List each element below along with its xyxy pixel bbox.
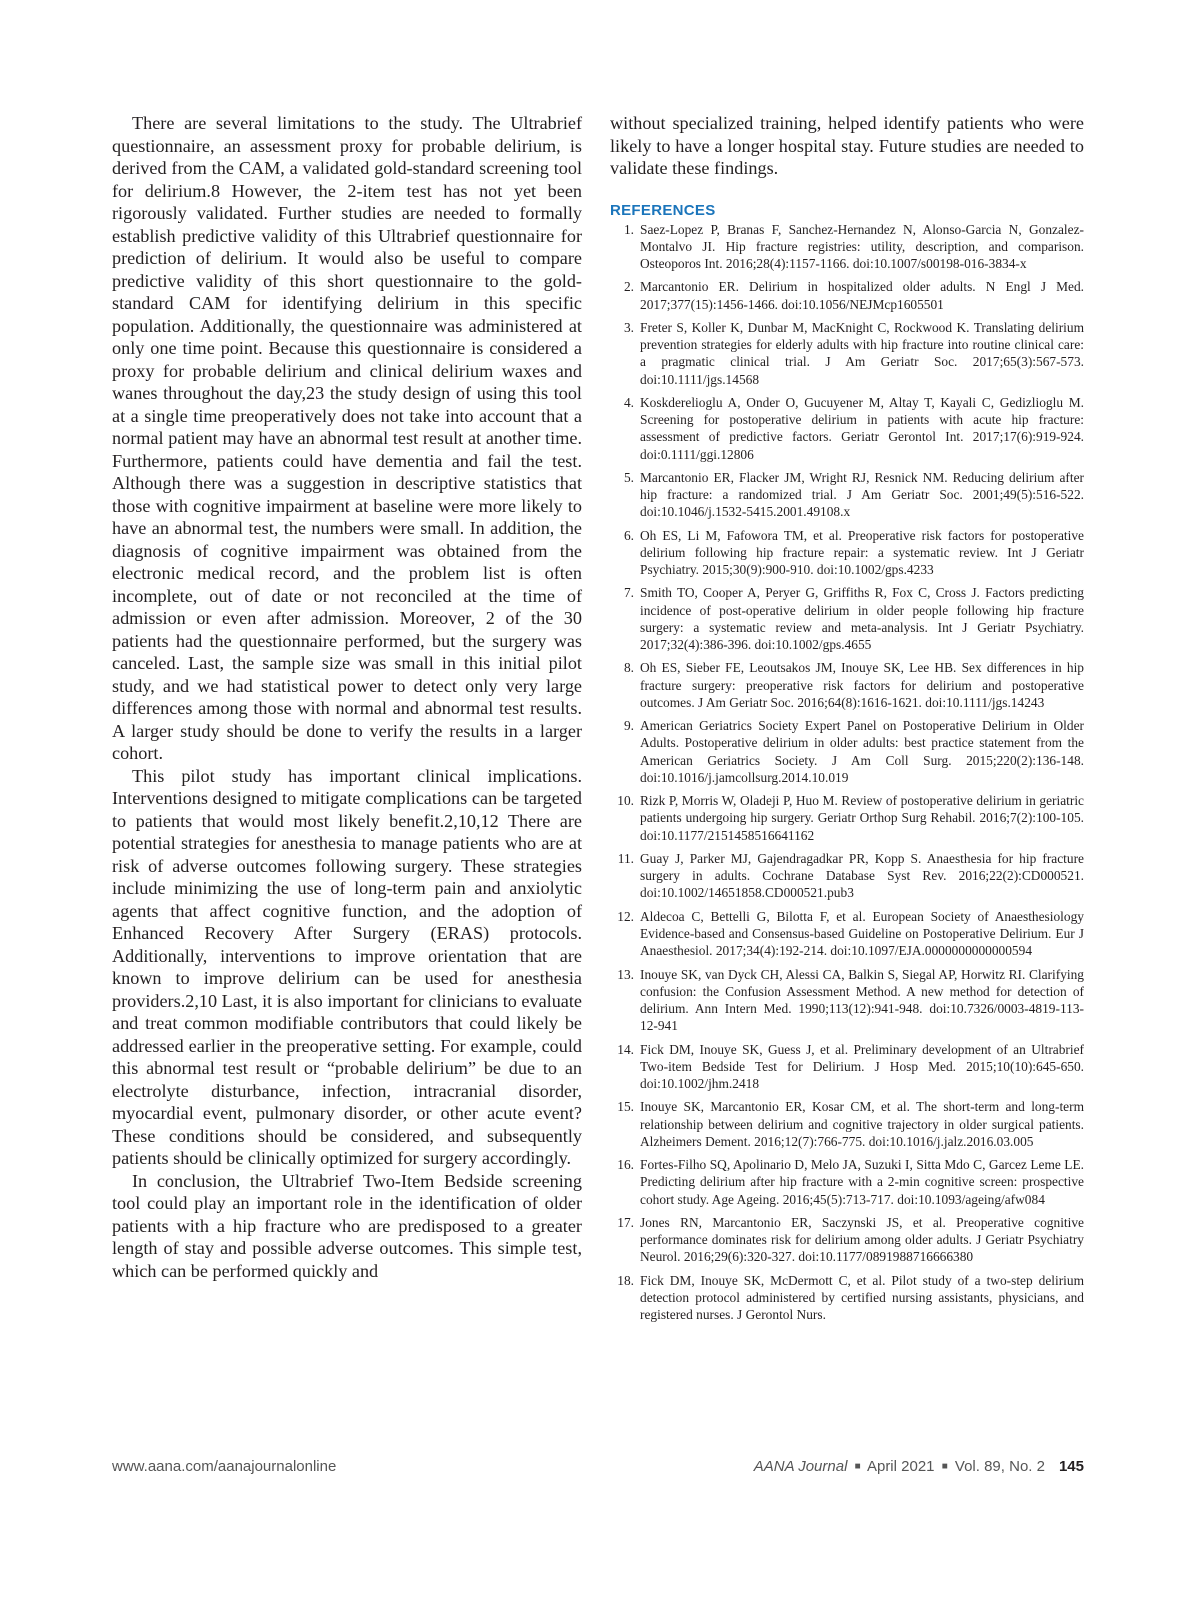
reference-text: Smith TO, Cooper A, Peryer G, Griffiths R, Fox C, Cross J. Factors predicting incidence of post-operative delirium in older people following hip fracture surgery: a systematic review and meta-analysis. Int J Geriatr Psychiatry. 2017;32(4):386-396. doi:10.1002/gps.4655: [640, 585, 1084, 653]
reference-text: Jones RN, Marcantonio ER, Saczynski JS, et al. Preoperative cognitive performance dominates risk for delirium among older adults. J Geriatr Psychiatry Neurol. 2016;29(6):320-327. doi:10.1177/0891988716666380: [640, 1215, 1084, 1265]
reference-text: Guay J, Parker MJ, Gajendragadkar PR, Kopp S. Anaesthesia for hip fracture surgery in adults. Cochrane Database Syst Rev. 2016;22(2):CD000521. doi:10.1002/14651858.CD000521.pub3: [640, 851, 1084, 901]
reference-text: Saez-Lopez P, Branas F, Sanchez-Hernandez N, Alonso-Garcia N, Gonzalez-Montalvo JI. Hip fracture registries: utility, description, and comparison. Osteoporos Int. 2016;28(4):1157-1166. doi:10.1007/s00198-016-3834-x: [640, 221, 1084, 271]
reference-item: [610, 221, 1084, 273]
reference-number: 17.: [617, 1215, 634, 1231]
reference-text: Fick DM, Inouye SK, McDermott C, et al. Pilot study of a two-step delirium detection protocol administered by certified nursing assistants, physicians, and registered nurses. J Gerontol Nurs.: [640, 1272, 1084, 1323]
body-paragraph-limitations: There are several limitations to the study. The Ultrabrief questionnaire, an assessment proxy for probable delirium, is derived from the CAM, a validated gold-standard screening tool for delirium.8 However, the 2-item test has not yet been rigorously validated. Further studies are needed to formally establish predictive validity of this Ultrabrief questionnaire for prediction of delirium. It would also be useful to compare predictive validity of this short questionnaire to the gold-standard CAM for identifying delirium in this specific population. Additionally, the questionnaire was administered at only one time point. Because this questionnaire is considered a proxy for probable delirium and clinical delirium waxes and wanes throughout the day,23 the study design of using this tool at a single time preoperatively does not take into account that a normal patient may have an abnormal test result at another time. Furthermore, patients could have dementia and fail the test. Although there was a suggestion in descriptive statistics that those with cognitive impairment at baseline were more likely to have an abnormal test, the numbers were small. In addition, the diagnosis of cognitive impairment was obtained from the electronic medical record, and the problem list is often incomplete, out of date or not reconciled at the time of admission or even after admission. Moreover, 2 of the 30 patients had the questionnaire performed, but the surgery was canceled. Last, the sample size was small in this initial pilot study, and we had statistical power to detect only very large differences among those with normal and abnormal test results. A larger study should be done to verify the results in a larger cohort.: [112, 113, 582, 763]
left-column: [112, 112, 582, 1282]
reference-item: [610, 278, 1084, 312]
reference-item: [610, 792, 1084, 844]
reference-item: [610, 1098, 1084, 1150]
reference-text: Inouye SK, Marcantonio ER, Kosar CM, et al. The short-term and long-term relationship between delirium and cognitive trajectory in older surgical patients. Alzheimers Dement. 2016;12(7):766-775. doi:10.1016/j.jalz.2016.03.005: [640, 1099, 1084, 1149]
reference-number: 10.: [617, 793, 634, 809]
reference-text: Oh ES, Sieber FE, Leoutsakos JM, Inouye SK, Lee HB. Sex differences in hip fracture surgery: preoperative risk factors for delirium and postoperative outcomes. J Am Geriatr Soc. 2016;64(8):1616-1621. doi:10.1111/jgs.14243: [640, 660, 1084, 710]
reference-number: 4.: [623, 394, 634, 410]
reference-number: 3.: [623, 319, 634, 335]
reference-number: 2.: [623, 279, 634, 295]
journal-name: AANA Journal: [753, 1458, 848, 1475]
reference-text: Koskderelioglu A, Onder O, Gucuyener M, Altay T, Kayali C, Gedizlioglu M. Screening for postoperative delirium in patients with acute hip fracture: assessment of predictive factors. Geriatr Gerontol Int. 2017;17(6):919-924. doi:0.1111/ggi.12806: [640, 394, 1084, 462]
body-paragraph-implications: This pilot study has important clinical implications. Interventions designed to mitigate complications can be targeted to patients that would most likely benefit.2,10,12 There are potential strategies for anesthesia to manage patients who are at risk of adverse outcomes following surgery. These strategies include minimizing the use of long-term pain and anxiolytic agents that affect cognitive function, and the adoption of Enhanced Recovery After Surgery (ERAS) protocols. Additionally, interventions to improve orientation that are known to improve delirium can be used for anesthesia providers.2,10 Last, it is also important for clinicians to evaluate and treat common modifiable contributors that could likely be addressed earlier in the preoperative setting. For example, could this abnormal test result or “probable delirium” be due to an electrolyte disturbance, infection, intracranial disorder, myocardial event, pulmonary disorder, or other acute event? These conditions should be considered, and subsequently patients should be clinically optimized for surgery accordingly.: [112, 765, 582, 1168]
reference-item: [610, 394, 1084, 463]
reference-number: 18.: [617, 1272, 634, 1288]
separator-square-icon: ■: [854, 1461, 861, 1472]
journal-url-link[interactable]: www.aana.com/aanajournalonline: [112, 1458, 337, 1475]
page-number: 145: [1058, 1458, 1084, 1475]
journal-citation: [754, 1458, 1084, 1475]
reference-text: Marcantonio ER, Flacker JM, Wright RJ, Resnick NM. Reducing delirium after hip fracture: a randomized trial. J Am Geriatr Soc. 2001;49(5):516-522. doi:10.1046/j.1532-5415.2001.49108.x: [640, 469, 1084, 520]
reference-text: Rizk P, Morris W, Oladeji P, Huo M. Review of postoperative delirium in geriatric patients undergoing hip surgery. Geriatr Orthop Surg Rehabil. 2016;7(2):100-105. doi:10.1177/2151458516641162: [640, 793, 1084, 843]
reference-item: [610, 1272, 1084, 1324]
reference-number: 1.: [623, 221, 634, 237]
reference-text: Fortes-Filho SQ, Apolinario D, Melo JA, Suzuki I, Sitta Mdo C, Garcez Leme LE. Predicting delirium after hip fracture with a 2-min cognitive screen: prospective cohort study. Age Ageing. 2016;45(5):713-717. doi:10.1093/ageing/afw084: [640, 1157, 1084, 1207]
reference-item: [610, 1214, 1084, 1266]
reference-number: 5.: [623, 469, 634, 485]
separator-square-icon: ■: [941, 1461, 948, 1472]
reference-text: Inouye SK, van Dyck CH, Alessi CA, Balkin S, Siegal AP, Horwitz RI. Clarifying confusion: the Confusion Assessment Method. A new method for detection of delirium. Ann Intern Med. 1990;113(12):941-948. doi:10.7326/0003-4819-113-12-941: [640, 966, 1084, 1034]
reference-text: American Geriatrics Society Expert Panel on Postoperative Delirium in Older Adults. Postoperative delirium in older adults: best practice statement from the American Geriatrics Society. J Am Coll Surg. 2015;220(2):136-148. doi:10.1016/j.jamcollsurg.2014.10.019: [640, 718, 1084, 785]
references-heading: REFERENCES: [610, 201, 716, 219]
reference-item: [610, 1041, 1084, 1093]
reference-text: Aldecoa C, Bettelli G, Bilotta F, et al. European Society of Anaesthesiology Evidence-based and Consensus-based Guideline on Postoperative Delirium. Eur J Anaesthesiol. 2017;34(4):192-214. doi:10.1097/EJA.0000000000000594: [640, 908, 1084, 959]
reference-item: [610, 717, 1084, 786]
reference-number: 11.: [617, 851, 634, 867]
reference-item: [610, 527, 1084, 579]
reference-number: 13.: [617, 966, 634, 982]
right-column: [610, 112, 1084, 1330]
reference-text: Oh ES, Li M, Fafowora TM, et al. Preoperative risk factors for postoperative delirium following hip fracture repair: a systematic review. Int J Geriatr Psychiatry. 2015;30(9):900-910. doi:10.1002/gps.4233: [640, 527, 1084, 578]
reference-item: [610, 469, 1084, 521]
body-paragraph-conclusion: In conclusion, the Ultrabrief Two-Item Bedside screening tool could play an important role in the identification of older patients with a hip fracture who are predisposed to a greater length of stay and possible adverse outcomes. This simple test, which can be performed quickly and: [112, 1170, 582, 1281]
issue-date: April 2021: [866, 1458, 935, 1475]
references-list: [610, 221, 1084, 1324]
reference-item: [610, 908, 1084, 960]
page-footer: [112, 1458, 1084, 1482]
reference-text: Freter S, Koller K, Dunbar M, MacKnight C, Rockwood K. Translating delirium prevention strategies for elderly adults with hip fracture into routine clinical care: a pragmatic clinical trial. J Am Geriatr Soc. 2017;65(3):567-573. doi:10.1111/jgs.14568: [640, 319, 1084, 387]
reference-number: 9.: [623, 718, 634, 734]
reference-item: [610, 584, 1084, 653]
reference-item: [610, 659, 1084, 711]
reference-item: [610, 850, 1084, 902]
reference-number: 12.: [617, 908, 634, 924]
reference-number: 15.: [617, 1099, 634, 1115]
reference-item: [610, 1156, 1084, 1208]
reference-number: 6.: [623, 527, 634, 543]
reference-item: [610, 966, 1084, 1035]
reference-item: [610, 319, 1084, 388]
reference-text: Fick DM, Inouye SK, Guess J, et al. Preliminary development of an Ultrabrief Two-item Bedside Test for Delirium. J Hosp Med. 2015;10(10):645-650. doi:10.1002/jhm.2418: [640, 1041, 1084, 1092]
reference-number: 7.: [623, 585, 634, 601]
volume-issue: Vol. 89, No. 2: [954, 1458, 1045, 1475]
body-paragraph-continuation: without specialized training, helped identify patients who were likely to have a longer hospital stay. Future studies are needed to validate these findings.: [610, 113, 1084, 178]
reference-text: Marcantonio ER. Delirium in hospitalized older adults. N Engl J Med. 2017;377(15):1456-1466. doi:10.1056/NEJMcp1605501: [640, 279, 1084, 312]
reference-number: 16.: [617, 1157, 634, 1173]
reference-number: 14.: [617, 1041, 634, 1057]
reference-number: 8.: [623, 660, 634, 676]
